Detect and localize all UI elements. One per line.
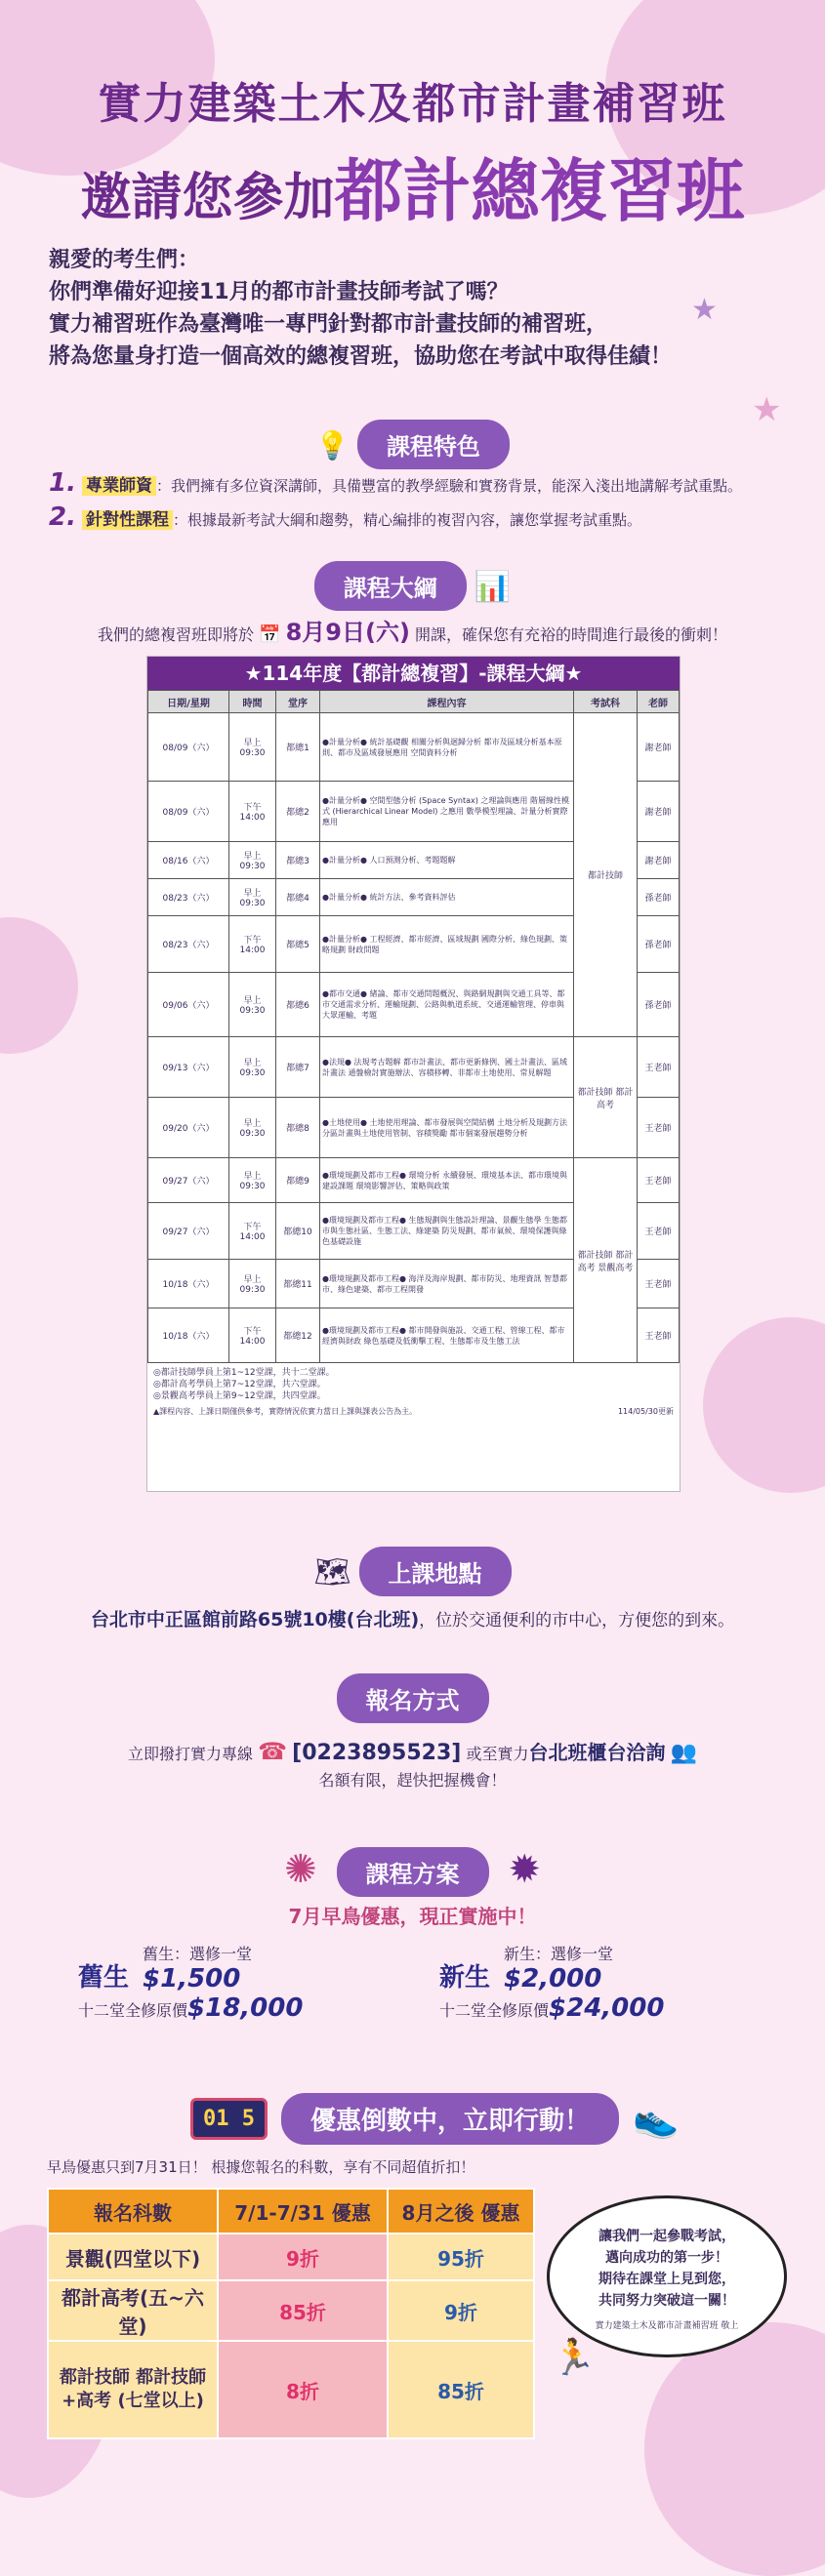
column-header: 7/1-7/31 優惠	[218, 2189, 388, 2234]
people-icon: 👥	[670, 1741, 697, 1765]
schedule-seq: 都總4	[276, 879, 320, 916]
schedule-title: ★114年度【都計總複習】-課程大綱★	[147, 657, 680, 690]
phone-icon: ☎	[258, 1738, 288, 1765]
subtitle-main: 都計總複習班	[334, 151, 745, 231]
schedule-date: 08/23（六）	[148, 879, 229, 916]
map-icon: 🗺	[313, 1555, 351, 1590]
table-row	[48, 2341, 534, 2438]
column-header: 老師	[638, 691, 680, 713]
schedule-time: 早上 09:30	[229, 879, 276, 916]
signup-heading: 報名方式	[337, 1673, 489, 1723]
schedule-time: 早上 09:30	[229, 842, 276, 879]
schedule-seq: 都總11	[276, 1260, 320, 1308]
schedule-seq: 都總10	[276, 1203, 320, 1260]
schedule-time: 下午 14:00	[229, 782, 276, 842]
schedule-time: 早上 09:30	[229, 1098, 276, 1158]
star-icon: ★	[691, 293, 718, 327]
schedule-time: 下午 14:00	[229, 1308, 276, 1363]
speech-bubble	[547, 2195, 787, 2357]
price-new-label: 新生	[439, 1963, 491, 1992]
calendar-icon: 📅	[259, 624, 281, 645]
price-text: 十二堂全修原價	[78, 2001, 188, 2020]
discount-subject: 都計高考(五~六堂)	[48, 2280, 218, 2341]
schedule-seq: 都總8	[276, 1098, 320, 1158]
schedule-content: ●土地使用● 土地使用理論、都市發展與空間結構 土地分析及規劃方法 分區計畫與土地使用管制、容積獎勵 都市個案發展趨勢分析	[320, 1098, 574, 1158]
outline-intro-suffix: 開課，確保您有充裕的時間進行最後的衝刺！	[415, 625, 728, 644]
price-text: 舊生：選修一堂	[143, 1945, 253, 1963]
running-shoe-icon: 👟	[633, 2097, 680, 2140]
lightbulb-icon: 💡	[315, 429, 350, 462]
schedule-teacher: 王老師	[638, 1203, 680, 1260]
signup-line	[0, 1737, 825, 1765]
schedule-content: ●環境規劃及都市工程● 都市開發與施設、交通工程、管線工程、都市經濟與財政 綠色基礎及低衝擊工程、生態都市及生態工法	[320, 1308, 574, 1363]
location-heading: 上課地點	[359, 1547, 512, 1596]
schedule-date: 10/18（六）	[148, 1260, 229, 1308]
page-subtitle	[0, 137, 825, 235]
schedule-teacher: 謝老師	[638, 782, 680, 842]
countdown-desc: 早鳥優惠只到7月31日！ 根據您報名的科數，享有不同超值折扣！	[47, 2158, 475, 2176]
schedule-content: ●計量分析● 統計基礎觀 相關分析與迴歸分析 都市及區域分析基本原則、都市及區域發展應用 空間資料分析	[320, 713, 574, 782]
price-old-label: 舊生	[78, 1963, 130, 1992]
countdown-clock: 01 5	[190, 2098, 268, 2140]
discount-later: 95折	[388, 2234, 534, 2280]
background-blob	[644, 2322, 825, 2576]
discount-early: 8折	[218, 2341, 388, 2438]
schedule-disclaimer: ▲課程內容、上課日期僅供參考，實際情況依實力當日上課與課表公告為主。	[153, 1407, 418, 1416]
price-text: 新生：選修一堂	[504, 1945, 614, 1963]
star-icon: ★	[752, 390, 782, 429]
bubble-line: 讓我們一起參戰考試，	[598, 2229, 735, 2244]
countdown-heading: 優惠倒數中，立即行動！	[281, 2093, 619, 2145]
schedule-note: ◎都計技師學員上第1~12堂課，共十二堂課。	[153, 1368, 335, 1378]
schedule-seq: 都總3	[276, 842, 320, 879]
column-header: 日期/星期	[148, 691, 229, 713]
schedule-exam: 都計技師	[574, 713, 638, 1037]
schedule-teacher: 謝老師	[638, 713, 680, 782]
table-row	[48, 2234, 534, 2280]
intro-line: 將為您量身打造一個高效的總複習班，協助您在考試中取得佳績！	[49, 344, 673, 369]
table-row	[148, 713, 680, 782]
schedule-content: ●環境規劃及都市工程● 海洋及海岸規劃、都市防災、地理資訊 智慧都市、綠色建築、都市工程開發	[320, 1260, 574, 1308]
schedule-footer	[147, 1406, 680, 1417]
plans-promo: 7月早鳥優惠，現正實施中！	[288, 1905, 537, 1928]
discount-early: 85折	[218, 2280, 388, 2341]
subtitle-prefix: 邀請您參加	[80, 169, 335, 227]
schedule-date: 09/20（六）	[148, 1098, 229, 1158]
outline-header	[0, 561, 825, 611]
price-old	[78, 1942, 303, 2023]
price-text: 十二堂全修原價	[439, 2001, 550, 2020]
features-header	[0, 420, 825, 469]
location-address	[0, 1605, 825, 1631]
schedule-date: 08/23（六）	[148, 916, 229, 973]
feature-label: 專業師資	[82, 476, 156, 496]
schedule-date: 10/18（六）	[148, 1308, 229, 1363]
bubble-line: 期待在課堂上見到您，	[598, 2272, 735, 2287]
discount-later: 9折	[388, 2280, 534, 2341]
column-header: 報名科數	[48, 2189, 218, 2234]
schedule-content: ●計量分析● 人口預測分析、考題題解	[320, 842, 574, 879]
feature-num: 1.	[49, 468, 76, 498]
schedule-date: 09/13（六）	[148, 1037, 229, 1098]
column-header: 時間	[229, 691, 276, 713]
column-header: 考試科	[574, 691, 638, 713]
schedule-teacher: 王老師	[638, 1260, 680, 1308]
feature-text: ：根據最新考試大綱和趨勢，精心編排的複習內容，讓您掌握考試重點。	[172, 511, 641, 529]
schedule-teacher: 王老師	[638, 1098, 680, 1158]
schedule-teacher: 孫老師	[638, 973, 680, 1037]
intro-text	[49, 244, 791, 373]
schedule-date: 09/06（六）	[148, 973, 229, 1037]
schedule-seq: 都總1	[276, 713, 320, 782]
schedule-time: 早上 09:30	[229, 1037, 276, 1098]
price-amount: $2,000	[504, 1964, 602, 1993]
intro-greeting: 親愛的考生們：	[49, 248, 200, 272]
intro-line: 實力補習班作為臺灣唯一專門針對都市計畫技師的補習班，	[49, 312, 608, 337]
price-amount: $1,500	[143, 1964, 241, 1993]
schedule-content: ●環境規劃及都市工程● 環境分析 永續發展、環境基本法、都市環境與建設課題 環境影響評估、策略與政策	[320, 1158, 574, 1203]
signup-header	[0, 1673, 825, 1723]
schedule-updated: 114/05/30更新	[617, 1407, 674, 1416]
schedule-content: ●計量分析● 工程經濟、都市經濟、區域規劃 國際分析、綠色規劃、策略規劃 財政問題	[320, 916, 574, 973]
feature-item	[49, 468, 810, 498]
table-row	[48, 2280, 534, 2341]
outline-heading: 課程大綱	[314, 561, 467, 611]
schedule-exam: 都計技師 都計高考	[574, 1037, 638, 1158]
countdown-header	[190, 2093, 679, 2145]
schedule-time: 早上 09:30	[229, 973, 276, 1037]
schedule-teacher: 謝老師	[638, 842, 680, 879]
schedule-table	[147, 690, 680, 1363]
schedule-teacher: 孫老師	[638, 879, 680, 916]
schedule-content: ●計量分析● 空間型態分析 (Space Syntax) 之理論與應用 階層線性模式 (Hierarchical Linear Model) 之應用 數學模型理論、計量分析實際應用	[320, 782, 574, 842]
schedule-time: 下午 14:00	[229, 1203, 276, 1260]
outline-intro	[0, 613, 825, 647]
features-heading: 課程特色	[357, 420, 510, 469]
discount-subject: 都計技師 都計技師+高考 (七堂以上)	[48, 2341, 218, 2438]
discount-early: 9折	[218, 2234, 388, 2280]
schedule-date: 09/27（六）	[148, 1158, 229, 1203]
bubble-sign: 實力建築土木及都市計畫補習班 敬上	[595, 2321, 739, 2331]
schedule-seq: 都總12	[276, 1308, 320, 1363]
schedule-date: 08/09（六）	[148, 713, 229, 782]
column-header: 8月之後 優惠	[388, 2189, 534, 2234]
discount-header-row	[48, 2189, 534, 2234]
bubble-line: 共同努力突破這一關！	[598, 2293, 735, 2309]
signup-middle: 或至實力	[466, 1745, 529, 1763]
price-amount: $18,000	[187, 1993, 304, 2023]
presentation-icon: 📊	[474, 570, 512, 604]
schedule-time: 早上 09:30	[229, 713, 276, 782]
outline-date: 8月9日(六)	[285, 619, 410, 646]
schedule-seq: 都總9	[276, 1158, 320, 1203]
plans-heading: 課程方案	[337, 1847, 489, 1897]
bubble-line: 邁向成功的第一步！	[605, 2250, 728, 2266]
schedule-table-card	[146, 656, 681, 1492]
feature-item	[49, 503, 810, 532]
discount-table	[47, 2188, 535, 2439]
table-row	[148, 1037, 680, 1098]
price-line	[78, 1993, 303, 2023]
column-header: 堂序	[276, 691, 320, 713]
schedule-date: 08/09（六）	[148, 782, 229, 842]
schedule-exam: 都計技師 都計高考 景觀高考	[574, 1158, 638, 1363]
schedule-teacher: 王老師	[638, 1308, 680, 1363]
phone-number[interactable]: [0223895523]	[292, 1741, 462, 1765]
schedule-seq: 都總6	[276, 973, 320, 1037]
discount-subject: 景觀(四堂以下)	[48, 2234, 218, 2280]
schedule-teacher: 王老師	[638, 1037, 680, 1098]
address-text: 台北市中正區館前路65號10樓(台北班)	[90, 1609, 420, 1630]
page-title: 實力建築土木及都市計畫補習班	[98, 79, 727, 129]
column-header: 課程內容	[320, 691, 574, 713]
schedule-time: 早上 09:30	[229, 1158, 276, 1203]
discount-later: 85折	[388, 2341, 534, 2438]
background-blob	[703, 1317, 825, 1493]
firework-icon: ✺	[283, 1847, 317, 1892]
price-new	[439, 1942, 664, 2023]
feature-label: 針對性課程	[82, 510, 173, 530]
background-blob	[0, 917, 78, 1054]
signup-line2: 名額有限，趕快把握機會！	[318, 1771, 507, 1790]
schedule-seq: 都總7	[276, 1037, 320, 1098]
location-header	[0, 1547, 825, 1596]
runner-icon: 🏃	[552, 2338, 596, 2378]
price-line	[439, 1993, 664, 2023]
outline-intro-prefix: 我們的總複習班即將於	[97, 625, 254, 644]
schedule-seq: 都總2	[276, 782, 320, 842]
schedule-note: ◎景觀高考學員上第9~12堂課，共四堂課。	[153, 1391, 326, 1401]
schedule-body	[148, 713, 680, 1363]
schedule-teacher: 孫老師	[638, 916, 680, 973]
schedule-content: ●都市交通● 緒論、都市交通問題概況、與路網規劃與交通工具等、都市交通需求分析、運輸規劃、公路與軌道系統、交通運輸管理、停車與大眾運輸、考題	[320, 973, 574, 1037]
intro-line: 你們準備好迎接11月的都市計畫技師考試了嗎？	[49, 280, 509, 304]
table-row	[148, 1158, 680, 1203]
plans-header	[0, 1847, 825, 1897]
price-amount: $24,000	[549, 1993, 665, 2023]
firework-icon: ✹	[508, 1847, 542, 1892]
schedule-time: 早上 09:30	[229, 1260, 276, 1308]
feature-text: ：我們擁有多位資深講師，具備豐富的教學經驗和實務背景，能深入淺出地講解考試重點。	[155, 477, 742, 495]
schedule-note: ◎都計高考學員上第7~12堂課，共六堂課。	[153, 1380, 326, 1389]
address-suffix: ，位於交通便利的市中心，方便您的到來。	[419, 1611, 735, 1630]
schedule-content: ●法規● 法規考古題解 都市計畫法、都市更新條例、國土計畫法、區域計畫法 通盤檢討實施辦法、容積移轉、非都市土地使用、常見解題	[320, 1037, 574, 1098]
signup-prefix: 立即撥打實力專線	[128, 1745, 254, 1763]
schedule-time: 下午 14:00	[229, 916, 276, 973]
schedule-date: 08/16（六）	[148, 842, 229, 879]
schedule-date: 09/27（六）	[148, 1203, 229, 1260]
schedule-content: ●環境規劃及都市工程● 生態規劃與生態設計理論、景觀生態學 生態都市與生態社區、生態工法、綠建築 防災規劃、都市氣候、環境保護與綠色基礎設施	[320, 1203, 574, 1260]
signup-place: 台北班櫃台洽詢	[528, 1741, 666, 1764]
schedule-header-row	[148, 691, 680, 713]
feature-num: 2.	[49, 503, 76, 532]
schedule-seq: 都總5	[276, 916, 320, 973]
schedule-teacher: 王老師	[638, 1158, 680, 1203]
schedule-content: ●計量分析● 統計方法、參考資料評估	[320, 879, 574, 916]
schedule-notes	[147, 1363, 680, 1406]
